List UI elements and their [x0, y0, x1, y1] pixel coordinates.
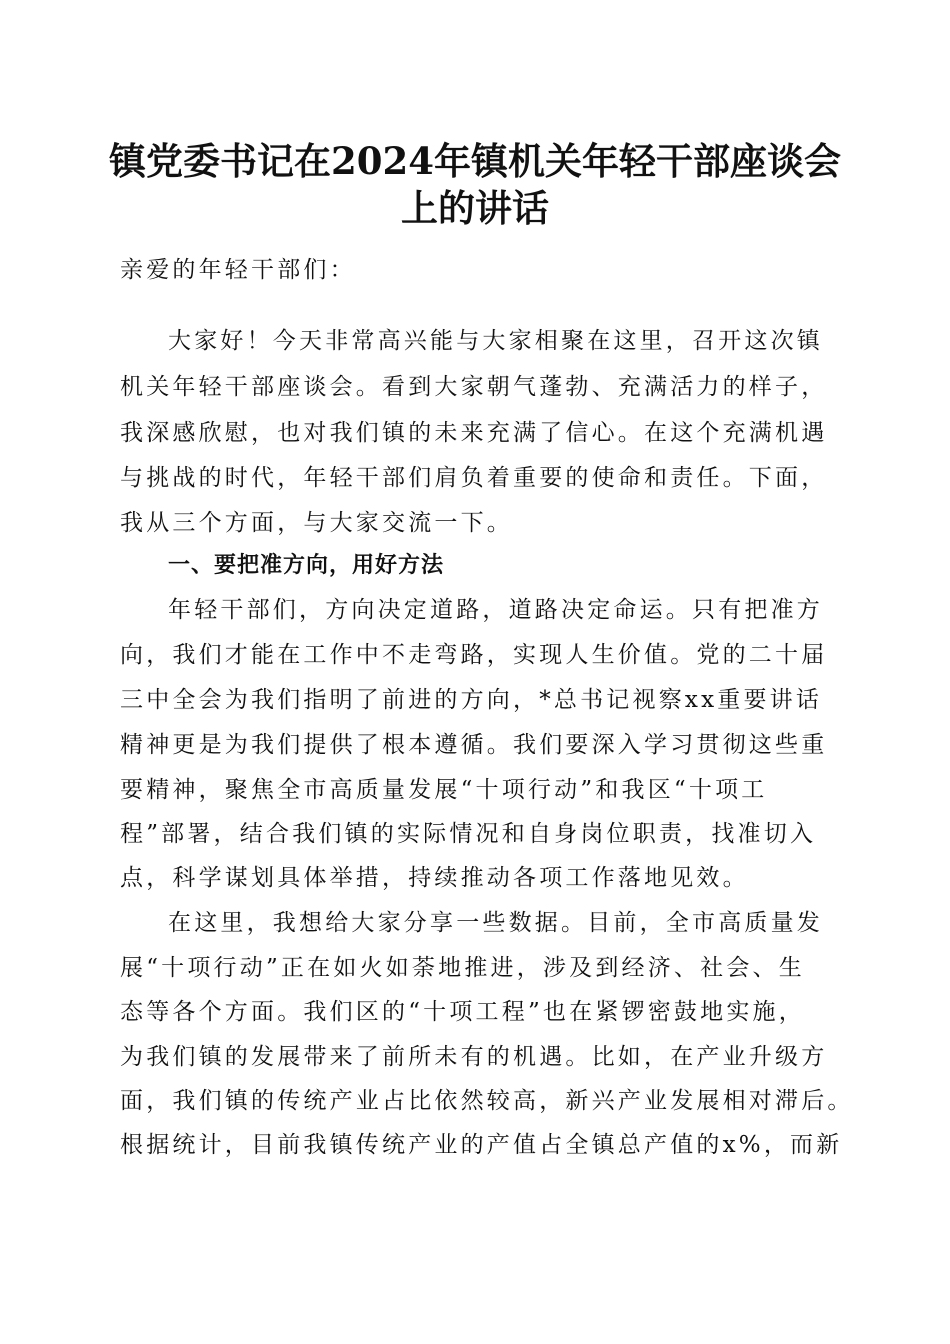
paragraph-3-line: 面，我们镇的传统产业占比依然较高，新兴产业发展相对滞后。: [120, 1088, 854, 1114]
paragraph-2-line: 向，我们才能在工作中不走弯路，实现人生价值。党的二十届: [120, 642, 828, 668]
document-title-line-2: 上的讲话: [401, 186, 549, 230]
paragraph-1-line: 大家好！今天非常高兴能与大家相聚在这里，召开这次镇: [168, 328, 823, 354]
paragraph-3-line: 在这里，我想给大家分享一些数据。目前，全市高质量发: [168, 910, 823, 936]
paragraph-3-line: 为我们镇的发展带来了前所未有的机遇。比如，在产业升级方: [120, 1044, 828, 1070]
paragraph-1-line: 机关年轻干部座谈会。看到大家朝气蓬勃、充满活力的样子，: [120, 374, 828, 400]
paragraph-1-line: 与挑战的时代，年轻干部们肩负着重要的使命和责任。下面，: [120, 465, 828, 491]
section-1-heading: 一、要把准方向，用好方法: [168, 553, 445, 578]
paragraph-2-line: 三中全会为我们指明了前进的方向，*总书记视察xx重要讲话: [120, 687, 823, 713]
document-title-line-1: 镇党委书记在2024年镇机关年轻干部座谈会: [109, 139, 841, 183]
paragraph-3-line: 根据统计，目前我镇传统产业的产值占全镇总产值的x%，而新: [120, 1132, 843, 1158]
paragraph-2-line: 精神更是为我们提供了根本遵循。我们要深入学习贯彻这些重: [120, 732, 828, 758]
paragraph-1-line: 我深感欣慰，也对我们镇的未来充满了信心。在这个充满机遇: [120, 420, 828, 446]
salutation: 亲爱的年轻干部们：: [120, 257, 356, 283]
paragraph-2-line: 程”部署，结合我们镇的实际情况和自身岗位职责，找准切入: [120, 821, 817, 847]
paragraph-2-line: 点，科学谋划具体举措，持续推动各项工作落地见效。: [120, 865, 749, 891]
paragraph-2-line: 要精神，聚焦全市高质量发展“十项行动”和我区“十项工: [120, 777, 768, 803]
paragraph-1-line: 我从三个方面，与大家交流一下。: [120, 510, 513, 536]
paragraph-3-line: 态等各个方面。我们区的“十项工程”也在紧锣密鼓地实施，: [120, 999, 805, 1025]
paragraph-3-line: 展“十项行动”正在如火如荼地推进，涉及到经济、社会、生: [120, 955, 805, 981]
paragraph-2-line: 年轻干部们，方向决定道路，道路决定命运。只有把准方: [168, 597, 823, 623]
